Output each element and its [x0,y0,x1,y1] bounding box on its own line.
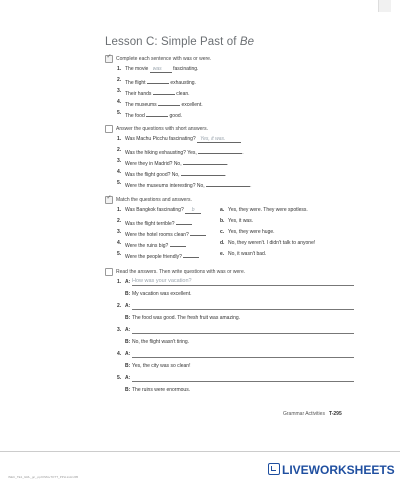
item-text: fascinating. [173,66,199,72]
answer-letter: b. [220,218,225,224]
match-row [105,240,365,251]
item-text: Were the museums interesting? No, [125,183,205,189]
answer-letter: c. [220,229,225,235]
instruction-text: Complete each sentence with was or were. [116,55,212,62]
page-footer [283,411,342,417]
page-corner [0,0,400,12]
item-text: Were they in Madrid? No, [125,161,182,167]
item-number: 4. [117,351,122,357]
answer-text: b [191,207,195,213]
item-text: Was Machu Picchu fascinating? [125,136,196,142]
item-text: . [227,161,229,167]
answer-blank[interactable] [170,240,186,247]
item-number: 5. [117,375,122,381]
item-number: 1. [117,136,122,142]
answer-letter: e. [220,251,225,257]
item-text: excellent. [181,102,203,108]
answer-blank[interactable] [185,207,201,214]
dialog-b-row [105,387,365,399]
section-match [105,196,365,262]
section-instruction [105,196,365,207]
speaker-b-text: No, the flight wasn't tiring. [132,339,190,345]
instruction-text: Match the questions and answers. [116,196,192,203]
speaker-b-text: The food was good. The fresh fruit was amazing. [132,315,241,321]
item-text: . [224,172,227,178]
question-answer-line[interactable] [132,357,354,358]
item-text: good. [169,113,183,119]
item-number: 3. [117,327,122,333]
section-complete-sentences [105,55,365,121]
item-number: 3. [117,88,122,94]
item-number: 1. [117,207,122,213]
answer-blank[interactable] [183,251,199,258]
page-number: T-295 [328,411,342,417]
item-text: Was the hiking exhausting? Yes, [125,150,197,156]
answer-blank[interactable] [190,229,206,236]
answer-blank[interactable] [146,110,168,117]
question-answer-line[interactable] [132,333,354,334]
exercise-row [105,147,365,158]
section-instruction [105,55,365,66]
dialog-b-row [105,291,365,303]
checkbox[interactable] [105,268,113,276]
brand-text: LIVEWORKSHEETS [282,463,395,477]
item-number: 4. [117,240,122,246]
speaker-b-label: B: [125,363,131,369]
answer-blank[interactable] [181,169,225,176]
dialog-b-row [105,339,365,351]
item-number: 5. [117,180,122,186]
speaker-b-label: B: [125,339,131,345]
exercise-row [105,88,365,99]
item-number: 5. [117,110,122,116]
item-number: 2. [117,77,122,83]
bottom-divider [0,451,400,452]
given-question: How was your vacation? [132,278,192,284]
exercise-row [105,180,365,191]
exercise-row [105,169,365,180]
item-number: 2. [117,218,122,224]
answer-blank[interactable] [183,158,227,165]
speaker-b-text: The ruins were enormous. [132,387,191,393]
exercise-row [105,77,365,88]
speaker-b-label: B: [125,315,131,321]
dialog-a-row [105,279,365,291]
exercise-row [105,158,365,169]
liveworksheets-logo[interactable] [268,463,395,477]
question-text: Was Bangkok fascinating? [125,207,184,213]
item-text: exhausting. [170,80,196,86]
speaker-b-text: Yes, the city was so clean! [132,363,191,369]
checkmark-icon: ✓ [106,194,112,201]
corner-tab [378,0,391,12]
response-text: Yes, they were. They were spotless. [228,207,308,213]
speaker-a-label: A: [125,303,131,309]
footer-label: Grammar Activities [283,411,325,417]
answer-text: Yes, it was. [200,136,226,142]
question-answer-line[interactable] [132,381,354,382]
question-text: Was the flight terrible? [125,221,175,227]
dialog-a-row [105,303,365,315]
item-text: Was the flight good? No, [125,172,180,178]
answer-blank[interactable] [198,147,242,154]
exercise-row [105,136,365,147]
checkbox[interactable] [105,125,113,133]
answer-blank[interactable] [206,180,250,187]
speaker-a-label: A: [125,351,131,357]
item-number: 1. [117,66,122,72]
speaker-b-text: My vacation was excellent. [132,291,192,297]
item-number: 3. [117,229,122,235]
speaker-a-label: A: [125,327,131,333]
dialog-a-row [105,375,365,387]
item-text: The flight [125,80,146,86]
answer-blank[interactable] [176,218,192,225]
match-row [105,218,365,229]
lesson-title-emphasis: Be [239,36,255,48]
speaker-b-label: B: [125,387,131,393]
question-text: Were the people friendly? [125,254,182,260]
answer-blank[interactable] [147,77,169,84]
item-number: 4. [117,169,122,175]
answer-letter: a. [220,207,225,213]
item-text: Their hands [125,91,152,97]
instruction-text: Answer the questions with short answers. [116,125,208,132]
item-number: 4. [117,99,122,105]
speaker-a-label: A: [125,279,131,285]
item-text: . [242,150,244,156]
answer-text: was [152,66,162,72]
speaker-a-label: A: [125,375,131,381]
response-text: Yes, they were huge. [228,229,275,235]
file-info: INEC_TE1_GRL_gc_.pp/OSM+TOTT_PPH.indd 295 [8,475,79,479]
item-number: 1. [117,279,122,285]
section-instruction [105,125,365,136]
exercise-row [105,99,365,110]
exercise-row [105,66,365,77]
response-text: No, it wasn't bad. [228,251,267,257]
answer-blank[interactable] [158,99,180,106]
exercise-row [105,110,365,121]
item-text: . [250,183,252,189]
lesson-title [105,36,254,48]
item-number: 2. [117,147,122,153]
question-answer-line[interactable] [132,309,354,310]
speaker-b-label: B: [125,291,131,297]
item-text: The food [125,113,145,119]
item-text: The movie [125,66,149,72]
instruction-text: Read the answers. Then write questions with was or were. [116,268,246,275]
match-row [105,229,365,240]
answer-blank[interactable] [197,136,241,143]
item-number: 5. [117,251,122,257]
question-answer-line[interactable] [132,285,354,286]
checkbox[interactable] [105,196,113,204]
response-text: Yes, it was. [228,218,254,224]
question-text: Were the ruins big? [125,243,169,249]
checkmark-icon: ✓ [106,53,112,60]
section-short-answers [105,125,365,191]
liveworksheets-icon [268,463,280,475]
dialog-a-row [105,327,365,339]
question-text: Were the hotel rooms clean? [125,232,189,238]
item-text: The museums [125,102,157,108]
dialog-b-row [105,363,365,375]
answer-blank[interactable] [150,66,172,73]
match-row [105,207,365,218]
dialog-b-row [105,315,365,327]
match-row [105,251,365,262]
answer-blank[interactable] [153,88,175,95]
section-write-questions [105,268,365,399]
item-text: clean. [176,91,190,97]
item-number: 2. [117,303,122,309]
checkbox[interactable] [105,55,113,63]
answer-letter: d. [220,240,225,246]
lesson-title-prefix: Lesson C: Simple Past of [105,36,240,48]
item-number: 3. [117,158,122,164]
dialog-a-row [105,351,365,363]
response-text: No, they weren't. I didn't talk to anyone! [228,240,316,246]
